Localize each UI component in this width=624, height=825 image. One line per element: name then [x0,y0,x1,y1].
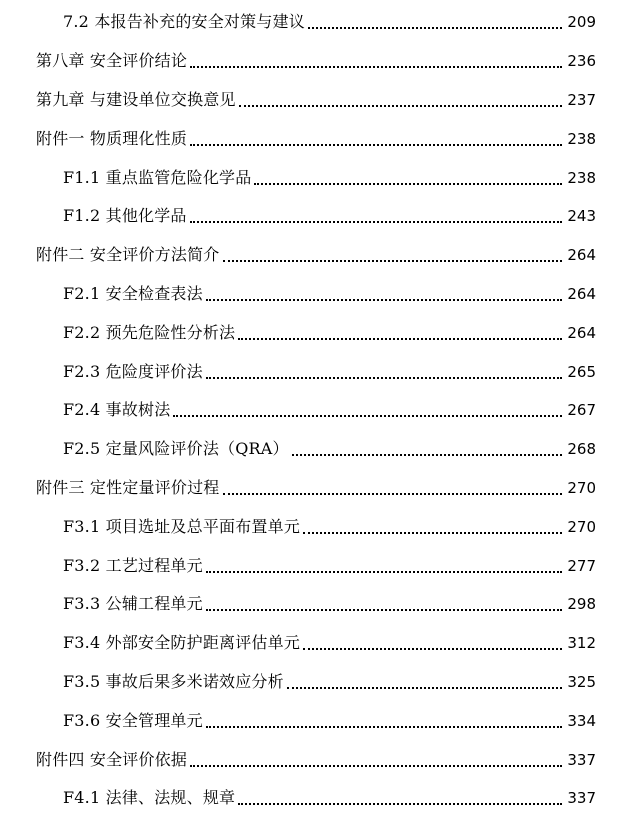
toc-entry-appendix-2[interactable] [0,236,624,275]
toc-entry-title: 附件四 安全评价依据 [36,749,188,769]
dot-leader [206,594,562,614]
dot-leader [238,788,562,808]
dot-leader [308,12,562,32]
toc-entry-title: 7.2 本报告补充的安全对策与建议 [63,12,305,32]
toc-page-number: 312 [567,634,596,653]
toc-entry-f2-3[interactable] [0,352,624,391]
toc-entry-title: F3.5 事故后果多米诺效应分析 [63,671,284,691]
toc-page-number: 270 [567,478,596,497]
dot-leader [303,517,562,537]
toc-entry-f2-4[interactable] [0,391,624,430]
toc-entry-title: F3.1 项目选址及总平面布置单元 [63,516,301,536]
toc-entry-title: F2.5 定量风险评价法（QRA） [63,439,289,459]
toc-page-number: 277 [567,556,596,575]
toc-entry-chapter-8[interactable] [0,42,624,81]
toc-page-number: 337 [567,750,596,769]
toc-entry-title: F2.1 安全检查表法 [63,283,203,303]
dot-leader [190,750,562,770]
toc-page-number: 268 [567,440,596,459]
toc-page-number: 270 [567,517,596,536]
toc-page-number: 264 [567,323,596,342]
toc-entry-title: F2.2 预先危险性分析法 [63,322,236,342]
toc-page-number: 238 [567,168,596,187]
toc-entry-f2-5[interactable] [0,430,624,469]
dot-leader [206,556,562,576]
toc-entry-f1-2[interactable] [0,197,624,236]
toc-entry-title: F3.2 工艺过程单元 [63,555,203,575]
dot-leader [190,206,562,226]
toc-entry-f2-2[interactable] [0,313,624,352]
toc-entry-appendix-3[interactable] [0,469,624,508]
toc-page-number: 265 [567,362,596,381]
toc-page-number: 298 [567,595,596,614]
toc-page-number: 243 [567,207,596,226]
toc-entry-title: F3.6 安全管理单元 [63,710,203,730]
toc-page-number: 264 [567,246,596,265]
toc-entry-f3-6[interactable] [0,701,624,740]
toc-entry-title: F3.3 公辅工程单元 [63,594,203,614]
toc-entry-chapter-9[interactable] [0,81,624,120]
dot-leader [303,633,562,653]
dot-leader [239,90,562,110]
toc-entry-f4-1[interactable] [0,779,624,818]
toc-entry-title: F2.3 危险度评价法 [63,361,203,381]
toc-page-number: 236 [567,52,596,71]
toc-entry-title: 第八章 安全评价结论 [36,51,188,71]
toc-page-number: 325 [567,672,596,691]
dot-leader [206,284,562,304]
toc-page-number: 337 [567,789,596,808]
toc-entry-f3-3[interactable] [0,585,624,624]
toc-entry-f2-1[interactable] [0,275,624,314]
toc-page-number: 238 [567,129,596,148]
toc-entry-title: F2.4 事故树法 [63,400,171,420]
toc-entry-title: 第九章 与建设单位交换意见 [36,89,236,109]
toc-page-number: 334 [567,711,596,730]
dot-leader [206,711,562,731]
toc-entry-title: F3.4 外部安全防护距离评估单元 [63,633,301,653]
dot-leader [292,439,562,459]
toc-entry-f1-1[interactable] [0,158,624,197]
toc-page-number: 264 [567,284,596,303]
dot-leader [223,478,563,498]
dot-leader [223,245,563,265]
toc-entry-7-2[interactable] [0,3,624,42]
toc-entry-title: 附件二 安全评价方法简介 [36,245,220,265]
table-of-contents [0,3,624,818]
toc-entry-f3-4[interactable] [0,624,624,663]
toc-entry-title: F1.1 重点监管危险化学品 [63,167,252,187]
dot-leader [238,323,562,343]
toc-entry-title: 附件一 物质理化性质 [36,128,188,148]
toc-entry-appendix-1[interactable] [0,119,624,158]
dot-leader [287,672,562,692]
toc-page-number: 209 [567,13,596,32]
toc-entry-f3-5[interactable] [0,663,624,702]
toc-page-number: 267 [567,401,596,420]
toc-entry-f3-2[interactable] [0,546,624,585]
dot-leader [173,400,562,420]
toc-entry-title: F4.1 法律、法规、规章 [63,788,236,808]
dot-leader [206,362,562,382]
dot-leader [254,168,562,188]
toc-entry-title: F1.2 其他化学品 [63,206,187,226]
toc-entry-appendix-4[interactable] [0,740,624,779]
toc-page-number: 237 [567,90,596,109]
toc-entry-title: 附件三 定性定量评价过程 [36,477,220,497]
toc-entry-f3-1[interactable] [0,507,624,546]
dot-leader [190,51,562,71]
dot-leader [190,129,562,149]
